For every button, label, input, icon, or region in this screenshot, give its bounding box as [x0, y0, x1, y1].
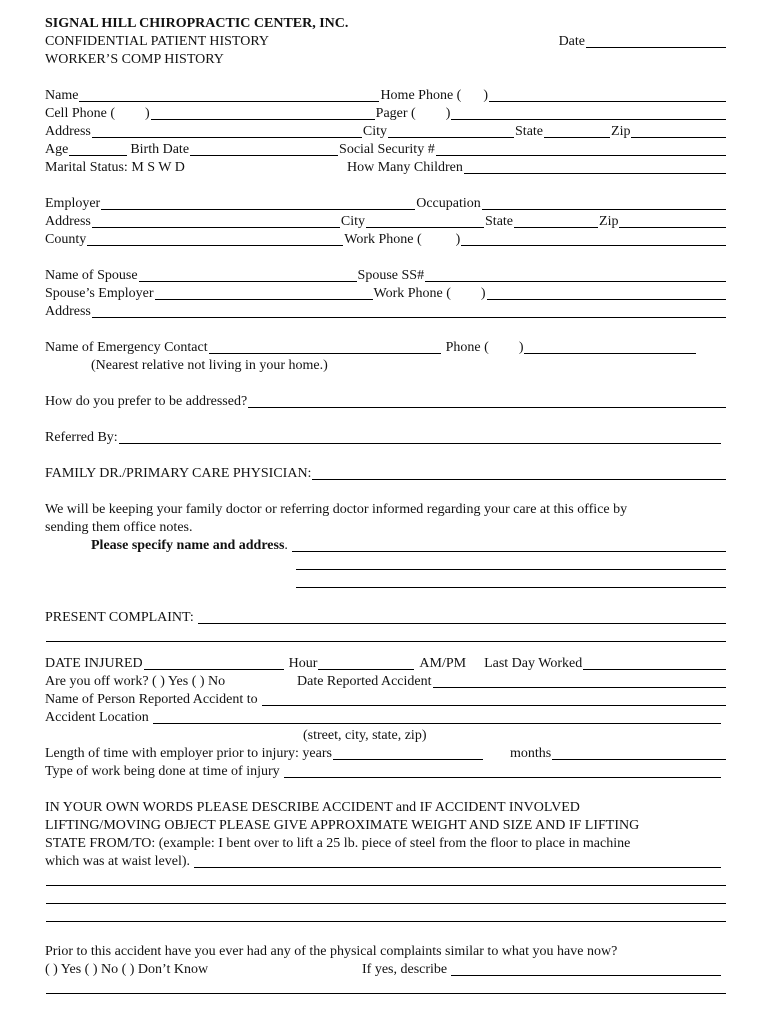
describe-row-3 — [45, 834, 727, 852]
complaint-row-2 — [45, 626, 727, 644]
referred-row — [45, 428, 727, 446]
off-work-row — [45, 672, 727, 690]
hour-label: Hour — [288, 656, 318, 671]
name-row — [45, 86, 727, 104]
notice-text-1: We will be keeping your family doctor or referring doctor informed regarding your care at this office by — [45, 502, 628, 517]
person-reported-field[interactable] — [262, 691, 726, 706]
zip-label: Zip — [611, 124, 631, 139]
spouse-address-label: Address — [45, 304, 91, 319]
children-field[interactable] — [464, 159, 726, 174]
spouse-ss-label: Spouse SS# — [357, 268, 425, 283]
physician-address-field-3[interactable] — [296, 573, 726, 588]
notice-row-2 — [45, 518, 727, 536]
state-field[interactable] — [544, 123, 610, 138]
date-reported-field[interactable] — [433, 673, 726, 688]
work-phone-label: Work Phone ( — [344, 232, 422, 247]
last-day-field[interactable] — [583, 655, 726, 670]
address-label: Address — [45, 124, 91, 139]
last-day-label: Last Day Worked — [484, 656, 583, 671]
describe-row-4 — [45, 852, 727, 870]
describe-text-1: IN YOUR OWN WORDS PLEASE DESCRIBE ACCIDENT and IF ACCIDENT INVOLVED — [45, 800, 580, 815]
employer-state-field[interactable] — [514, 213, 598, 228]
marital-row — [45, 158, 727, 176]
physician-address-field-2[interactable] — [296, 555, 726, 570]
employer-label: Employer — [45, 196, 101, 211]
clinic-title-row — [45, 14, 727, 32]
specify-dot: . — [284, 538, 288, 553]
spouse-row — [45, 266, 727, 284]
city-field[interactable] — [388, 123, 514, 138]
date-injured-field[interactable] — [144, 655, 284, 670]
county-row — [45, 230, 727, 248]
describe-field-1[interactable] — [194, 853, 721, 868]
cell-phone-field[interactable] — [151, 105, 375, 120]
physician-field[interactable] — [312, 465, 726, 480]
address-field[interactable] — [92, 123, 362, 138]
patient-history-form — [45, 14, 727, 996]
length-label: Length of time with employer prior to injury: years — [45, 746, 332, 761]
age-row — [45, 140, 727, 158]
emergency-row — [45, 338, 727, 356]
spouse-name-label: Name of Spouse — [45, 268, 138, 283]
off-work-question[interactable]: Are you off work? ( ) Yes ( ) No — [45, 674, 226, 689]
cell-phone-close-paren: ) — [145, 106, 150, 121]
complaint-field-1[interactable] — [198, 609, 726, 624]
physician-address-row-3 — [45, 572, 727, 590]
years-field[interactable] — [333, 745, 483, 760]
emergency-note-row — [45, 356, 727, 374]
describe-row-6 — [45, 888, 727, 906]
referred-label: Referred By: — [45, 430, 118, 445]
work-phone-close-paren: ) — [455, 232, 461, 247]
complaint-label: PRESENT COMPLAINT: — [45, 610, 194, 625]
notice-text-2: sending them office notes. — [45, 520, 193, 535]
spouse-address-row — [45, 302, 727, 320]
state-label: State — [515, 124, 544, 139]
describe-text-4: which was at waist level). — [45, 854, 191, 869]
pager-label: Pager ( — [375, 106, 416, 121]
cell-phone-label: Cell Phone ( — [45, 106, 115, 121]
describe-row-7 — [45, 906, 727, 924]
employer-address-field[interactable] — [92, 213, 340, 228]
cell-row — [45, 104, 727, 122]
specify-label: Please specify name and address — [91, 538, 285, 553]
emergency-note: (Nearest relative not living in your home.) — [91, 358, 328, 373]
home-phone-close-paren: ) — [483, 88, 488, 103]
emergency-contact-label: Name of Emergency Contact — [45, 340, 208, 355]
if-yes-field[interactable] — [451, 961, 721, 976]
address-row — [45, 122, 727, 140]
spouse-employer-row — [45, 284, 727, 302]
children-label: How Many Children — [347, 160, 463, 175]
location-hint: (street, city, state, zip) — [303, 728, 427, 743]
date-field[interactable] — [586, 33, 726, 48]
specify-row — [45, 536, 727, 554]
physician-label: FAMILY DR./PRIMARY CARE PHYSICIAN: — [45, 466, 312, 481]
hour-field[interactable] — [318, 655, 414, 670]
date-injured-label: DATE INJURED — [45, 656, 143, 671]
describe-text-3: STATE FROM/TO: (example: I bent over to lift a 25 lb. piece of steel from the floor to place in machine — [45, 836, 631, 851]
if-yes-label: If yes, describe — [362, 962, 448, 977]
age-field[interactable] — [69, 141, 127, 156]
ssn-label: Social Security # — [339, 142, 435, 157]
employer-zip-label: Zip — [599, 214, 619, 229]
emergency-phone-close-paren: ) — [518, 340, 524, 355]
addressed-row — [45, 392, 727, 410]
occupation-field[interactable] — [482, 195, 726, 210]
date-reported-label: Date Reported Accident — [297, 674, 432, 689]
spouse-work-phone-close-paren: ) — [480, 286, 486, 301]
employer-field[interactable] — [101, 195, 415, 210]
home-phone-field[interactable] — [489, 87, 726, 102]
zip-field[interactable] — [631, 123, 726, 138]
date-label: Date — [558, 34, 585, 49]
length-row — [45, 744, 727, 762]
physician-row — [45, 464, 727, 482]
location-hint-row — [45, 726, 727, 744]
type-work-field[interactable] — [284, 763, 721, 778]
employer-address-row — [45, 212, 727, 230]
header-row-3 — [45, 50, 727, 68]
physician-address-row-2 — [45, 554, 727, 572]
location-field[interactable] — [153, 709, 721, 724]
months-label: months — [509, 746, 552, 761]
emergency-contact-field[interactable] — [209, 339, 441, 354]
employer-row — [45, 194, 727, 212]
clinic-name: SIGNAL HILL CHIROPRACTIC CENTER, INC. — [45, 16, 349, 31]
prior-describe-field[interactable] — [46, 979, 726, 994]
complaint-field-2[interactable] — [46, 627, 726, 642]
employer-state-label: State — [485, 214, 514, 229]
months-field[interactable] — [552, 745, 726, 760]
ampm-label: AM/PM — [419, 656, 467, 671]
home-phone-label: Home Phone ( — [380, 88, 462, 103]
ssn-field[interactable] — [436, 141, 726, 156]
employer-city-label: City — [340, 214, 366, 229]
complaint-row — [45, 608, 727, 626]
emergency-phone-label: Phone ( — [445, 340, 489, 355]
prior-question-row — [45, 942, 727, 960]
birth-date-label: Birth Date — [130, 142, 190, 157]
employer-zip-field[interactable] — [619, 213, 726, 228]
date-injured-row — [45, 654, 727, 672]
county-label: County — [45, 232, 87, 247]
person-reported-row — [45, 690, 727, 708]
spouse-ss-field[interactable] — [425, 267, 726, 282]
work-phone-field[interactable] — [461, 231, 726, 246]
birth-date-field[interactable] — [190, 141, 338, 156]
prior-options-row — [45, 960, 727, 978]
describe-row-5 — [45, 870, 727, 888]
describe-field-4[interactable] — [46, 907, 726, 922]
describe-row-2 — [45, 816, 727, 834]
location-label: Accident Location — [45, 710, 149, 725]
spouse-work-phone-label: Work Phone ( — [373, 286, 451, 301]
name-label: Name — [45, 88, 79, 103]
prior-options[interactable]: ( ) Yes ( ) No ( ) Don’t Know — [45, 962, 209, 977]
pager-field[interactable] — [451, 105, 726, 120]
spouse-name-field[interactable] — [139, 267, 357, 282]
name-field[interactable] — [79, 87, 379, 102]
physician-address-field-1[interactable] — [292, 537, 726, 552]
pager-close-paren: ) — [445, 106, 451, 121]
prior-question: Prior to this accident have you ever had any of the physical complaints similar to what you have now? — [45, 944, 618, 959]
marital-status[interactable]: Marital Status: M S W D — [45, 160, 185, 175]
form-title: CONFIDENTIAL PATIENT HISTORY — [45, 34, 270, 49]
spouse-address-field[interactable] — [92, 303, 726, 318]
describe-row-1 — [45, 798, 727, 816]
county-field[interactable] — [87, 231, 343, 246]
city-label: City — [362, 124, 388, 139]
form-subtitle: WORKER’S COMP HISTORY — [45, 52, 224, 67]
header-row-2 — [45, 32, 727, 50]
spouse-work-phone-field[interactable] — [487, 285, 726, 300]
spouse-employer-field[interactable] — [155, 285, 373, 300]
addressed-field[interactable] — [248, 393, 726, 408]
notice-row-1 — [45, 500, 727, 518]
type-work-label: Type of work being done at time of injury — [45, 764, 280, 779]
addressed-label: How do you prefer to be addressed? — [45, 394, 248, 409]
employer-address-label: Address — [45, 214, 91, 229]
employer-city-field[interactable] — [366, 213, 484, 228]
spouse-employer-label: Spouse’s Employer — [45, 286, 154, 301]
prior-line-row — [45, 978, 727, 996]
describe-field-3[interactable] — [46, 889, 726, 904]
describe-text-2: LIFTING/MOVING OBJECT PLEASE GIVE APPROXIMATE WEIGHT AND SIZE AND IF LIFTING — [45, 818, 640, 833]
referred-field[interactable] — [119, 429, 721, 444]
location-row — [45, 708, 727, 726]
age-label: Age — [45, 142, 69, 157]
type-work-row — [45, 762, 727, 780]
describe-field-2[interactable] — [46, 871, 726, 886]
occupation-label: Occupation — [416, 196, 481, 211]
emergency-phone-field[interactable] — [524, 339, 696, 354]
person-reported-label: Name of Person Reported Accident to — [45, 692, 258, 707]
